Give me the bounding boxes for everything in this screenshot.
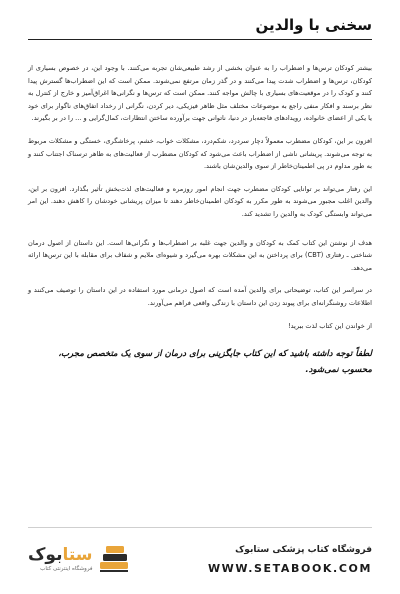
logo-tagline: فروشگاه اینترنتی کتاب	[40, 566, 93, 572]
footer-divider	[28, 527, 372, 528]
paragraph-symptoms: افزون بر این، کودکان مضطرب معمولاً دچار سردرد، شکم‌درد، مشکلات خواب، خشم، پرخاشگری، خستگی و مشکلات مربوط به توجه می‌شوند. پریشانی ناشی از اضطراب باعث می‌شود که کودکان مضطرب از فعالیت‌های به ظاهر ترسناک اجتناب کنند و به طور مداوم در پی اطمینان‌خاطر از سوی والدین‌شان باشند.	[28, 136, 372, 171]
store-info	[208, 542, 372, 577]
paragraph-purpose: هدف از نوشتن این کتاب کمک به کودکان و والدین جهت غلبه بر اضطراب‌ها و نگرانی‌ها است. این داستان از اصول درمان شناختی ـ رفتاری (CBT) برای پرداختن به این مشکلات بهره می‌گیرد و شیوه‌ای ملایم و شفاف برای مقابله با این ترس‌ها ارائه می‌دهد.	[28, 238, 372, 272]
logo-name-part1: ستا	[62, 545, 93, 565]
title-underline	[28, 39, 372, 40]
page-title: سخنی با والدین	[255, 16, 372, 34]
logo-wordmark	[28, 545, 93, 573]
book-stack-logo-icon	[97, 542, 131, 576]
store-name: فروشگاه کتاب پزشکی ستابوک	[235, 544, 372, 555]
store-logo[interactable]	[28, 542, 131, 576]
body-text	[28, 62, 372, 378]
paragraph-enjoy: از خواندن این کتاب لذت ببرید!	[287, 321, 372, 330]
logo-name	[28, 545, 93, 565]
disclaimer-note: لطفاً توجه داشته باشید که این کتاب جایگزینی برای درمان از سوی یک متخصص مجرب، محسوب نمی‌شود.	[58, 349, 372, 376]
paragraph-behavior: این رفتار می‌تواند بر توانایی کودکان مضطرب جهت انجام امور روزمره و فعالیت‌های لذت‌بخش تأثیر بگذارد. افزون بر این، والدین اغلب مجبور می‌شوند به طور مکرر به کودکان اطمینان‌خاطر دهند تا میزان پریشانی خودشان را کاهش دهند. این امر می‌تواند وابستگی کودک به والدین را تشدید کند.	[28, 184, 372, 218]
store-footer	[28, 533, 372, 585]
logo-name-part2: بوک	[28, 545, 63, 565]
paragraph-explanations: در سراسر این کتاب، توضیحاتی برای والدین آمده است که اصول درمانی مورد استفاده در این داستان را توصیف می‌کنند و اطلاعات روشنگرانه‌ای برای پیوند زدن این داستان با زندگی واقعی فراهم می‌آورند.	[28, 286, 372, 307]
store-url[interactable]: WWW.SETABOOK.COM	[207, 561, 372, 575]
paragraph-intro: بیشتر کودکان ترس‌ها و اضطراب را به عنوان بخشی از رشد طبیعی‌شان تجربه می‌کنند. با وجود این، در خصوص بسیاری از کودکان، ترس‌ها و اضطراب شدت پیدا می‌کنند و در گذر زمان مرتفع نمی‌شوند. ممکن است که این اضطراب‌ها گسترش پیدا کنند و کودک را در موقعیت‌های بسیاری با چالش مواجه کنند. ممکن است که ترس‌ها و نگرانی‌ها اغراق‌آمیز و خارج از کنترل به نظر برسند و افکار منفی راجع به موضوعات مختلف مثل ظاهر فیزیکی، دیر کردن، نگرانی از رخداد اتفاق‌های ناگوار برای خود یا یکی از اعضای خانواده، رویدادهای فاجعه‌بار در دنیا، ناتوانی جهت برآورده ساختن انتظارات، کمال‌گرایی و ... را در بر بگیرند.	[28, 64, 372, 123]
